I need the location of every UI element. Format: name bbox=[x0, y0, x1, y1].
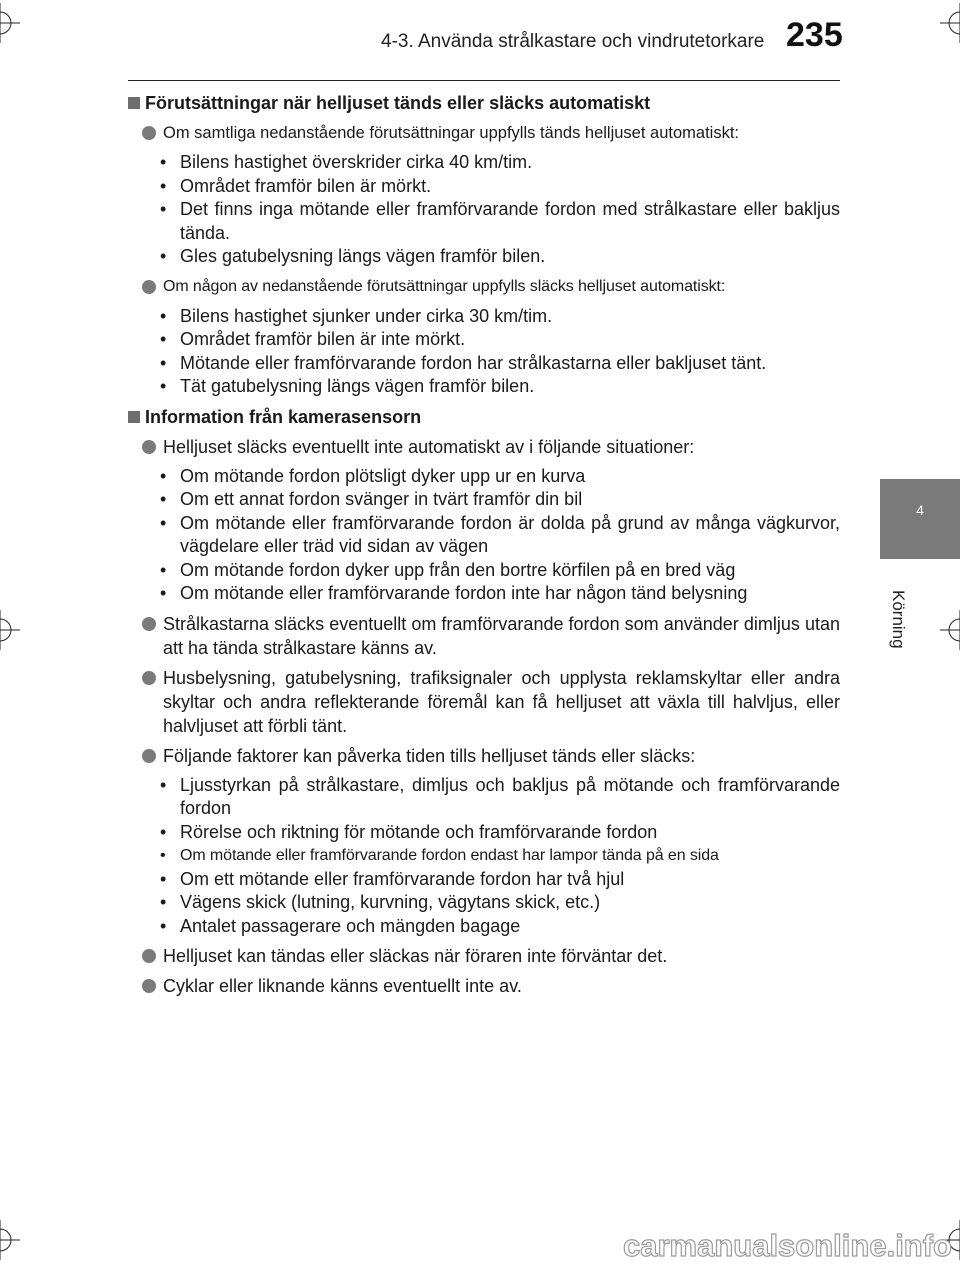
chapter-tab bbox=[880, 479, 960, 559]
circle-bullet-icon bbox=[142, 440, 156, 454]
list-item: • Om ett mötande eller framförvarande fordon har två hjul bbox=[128, 868, 840, 892]
list-item: • Ljusstyrkan på strålkastare, dimljus och bakljus på mötande och framförvarande fordon bbox=[128, 774, 840, 821]
list-item: • Vägens skick (lutning, kurvning, vägytans skick, etc.) bbox=[128, 891, 840, 915]
square-bullet-icon bbox=[128, 411, 140, 423]
list-item: • Rörelse och riktning för mötande och framförvarande fordon bbox=[128, 821, 840, 845]
list-item: • Om mötande eller framförvarande fordon inte har någon tänd belysning bbox=[128, 582, 840, 606]
circle-item: Följande faktorer kan påverka tiden tills helljuset tänds eller släcks: bbox=[128, 744, 840, 768]
watermark-text: carmanualsonline.info bbox=[622, 1228, 952, 1263]
circle-bullet-icon bbox=[142, 617, 156, 631]
list-item: • Om mötande eller framförvarande fordon är dolda på grund av många vägkurvor, vägdelare eller träd vid sidan av vägen bbox=[128, 512, 840, 559]
chapter-number: 4 bbox=[916, 502, 924, 518]
chapter-label: Körning bbox=[889, 590, 908, 649]
square-bullet-icon bbox=[128, 97, 140, 109]
circle-item: Strålkastarna släcks eventuellt om framförvarande fordon som använder dimljus utan att ha tända strålkastare känns av. bbox=[128, 612, 840, 660]
circle-bullet-icon bbox=[142, 280, 156, 294]
circle-bullet-icon bbox=[142, 126, 156, 140]
circle-item: Om samtliga nedanstående förutsättningar uppfylls tänds helljuset automatiskt: bbox=[128, 121, 840, 145]
registration-mark-icon bbox=[0, 610, 20, 650]
circle-bullet-icon bbox=[142, 749, 156, 763]
list-item: • Mötande eller framförvarande fordon har strålkastarna eller bakljuset tänt. bbox=[128, 352, 840, 376]
circle-item: Om någon av nedanstående förutsättningar uppfylls släcks helljuset automatiskt: bbox=[128, 275, 840, 299]
list-item: • Antalet passagerare och mängden bagage bbox=[128, 915, 840, 939]
list-item: • Om mötande fordon dyker upp från den bortre körfilen på en bred väg bbox=[128, 559, 840, 583]
circle-bullet-icon bbox=[142, 671, 156, 685]
bullet-list bbox=[128, 774, 840, 939]
registration-mark-icon bbox=[940, 3, 960, 43]
registration-mark-icon bbox=[940, 610, 960, 650]
registration-mark-icon bbox=[0, 3, 20, 43]
list-item: • Om mötande fordon plötsligt dyker upp ur en kurva bbox=[128, 465, 840, 489]
list-item: • Gles gatubelysning längs vägen framför bilen. bbox=[128, 245, 840, 269]
circle-bullet-icon bbox=[142, 949, 156, 963]
list-item: • Om ett annat fordon svänger in tvärt framför din bil bbox=[128, 488, 840, 512]
section-heading: Information från kamerasensorn bbox=[128, 405, 840, 429]
registration-mark-icon bbox=[0, 1220, 20, 1260]
page-number: 235 bbox=[786, 16, 843, 54]
bullet-list bbox=[128, 465, 840, 606]
bullet-list bbox=[128, 305, 840, 399]
circle-item: Cyklar eller liknande känns eventuellt inte av. bbox=[128, 974, 840, 998]
watermark bbox=[560, 1222, 956, 1266]
list-item: • Området framför bilen är inte mörkt. bbox=[128, 328, 840, 352]
circle-item: Helljuset släcks eventuellt inte automatiskt av i följande situationer: bbox=[128, 435, 840, 459]
page-content bbox=[128, 91, 840, 1004]
list-item: • Det finns inga mötande eller framförvarande fordon med strålkastare eller bakljus tända. bbox=[128, 198, 840, 245]
section-title: 4-3. Använda strålkastare och vindrutetorkare bbox=[381, 31, 765, 52]
list-item: • Tät gatubelysning längs vägen framför bilen. bbox=[128, 375, 840, 399]
list-item: • Bilens hastighet överskrider cirka 40 km/tim. bbox=[128, 151, 840, 175]
bullet-list bbox=[128, 151, 840, 269]
section-heading: Förutsättningar när helljuset tänds eller släcks automatiskt bbox=[128, 91, 840, 115]
list-item: • Bilens hastighet sjunker under cirka 30 km/tim. bbox=[128, 305, 840, 329]
list-item: • Om mötande eller framförvarande fordon endast har lampor tända på en sida bbox=[128, 844, 840, 868]
list-item: • Området framför bilen är mörkt. bbox=[128, 175, 840, 199]
circle-bullet-icon bbox=[142, 979, 156, 993]
circle-item: Helljuset kan tändas eller släckas när föraren inte förväntar det. bbox=[128, 944, 840, 968]
circle-item: Husbelysning, gatubelysning, trafiksignaler och upplysta reklamskyltar eller andra skyltar och andra reflekterande föremål kan få helljuset att växla till halvljus, eller halvljuset att förbli tänt. bbox=[128, 666, 840, 738]
